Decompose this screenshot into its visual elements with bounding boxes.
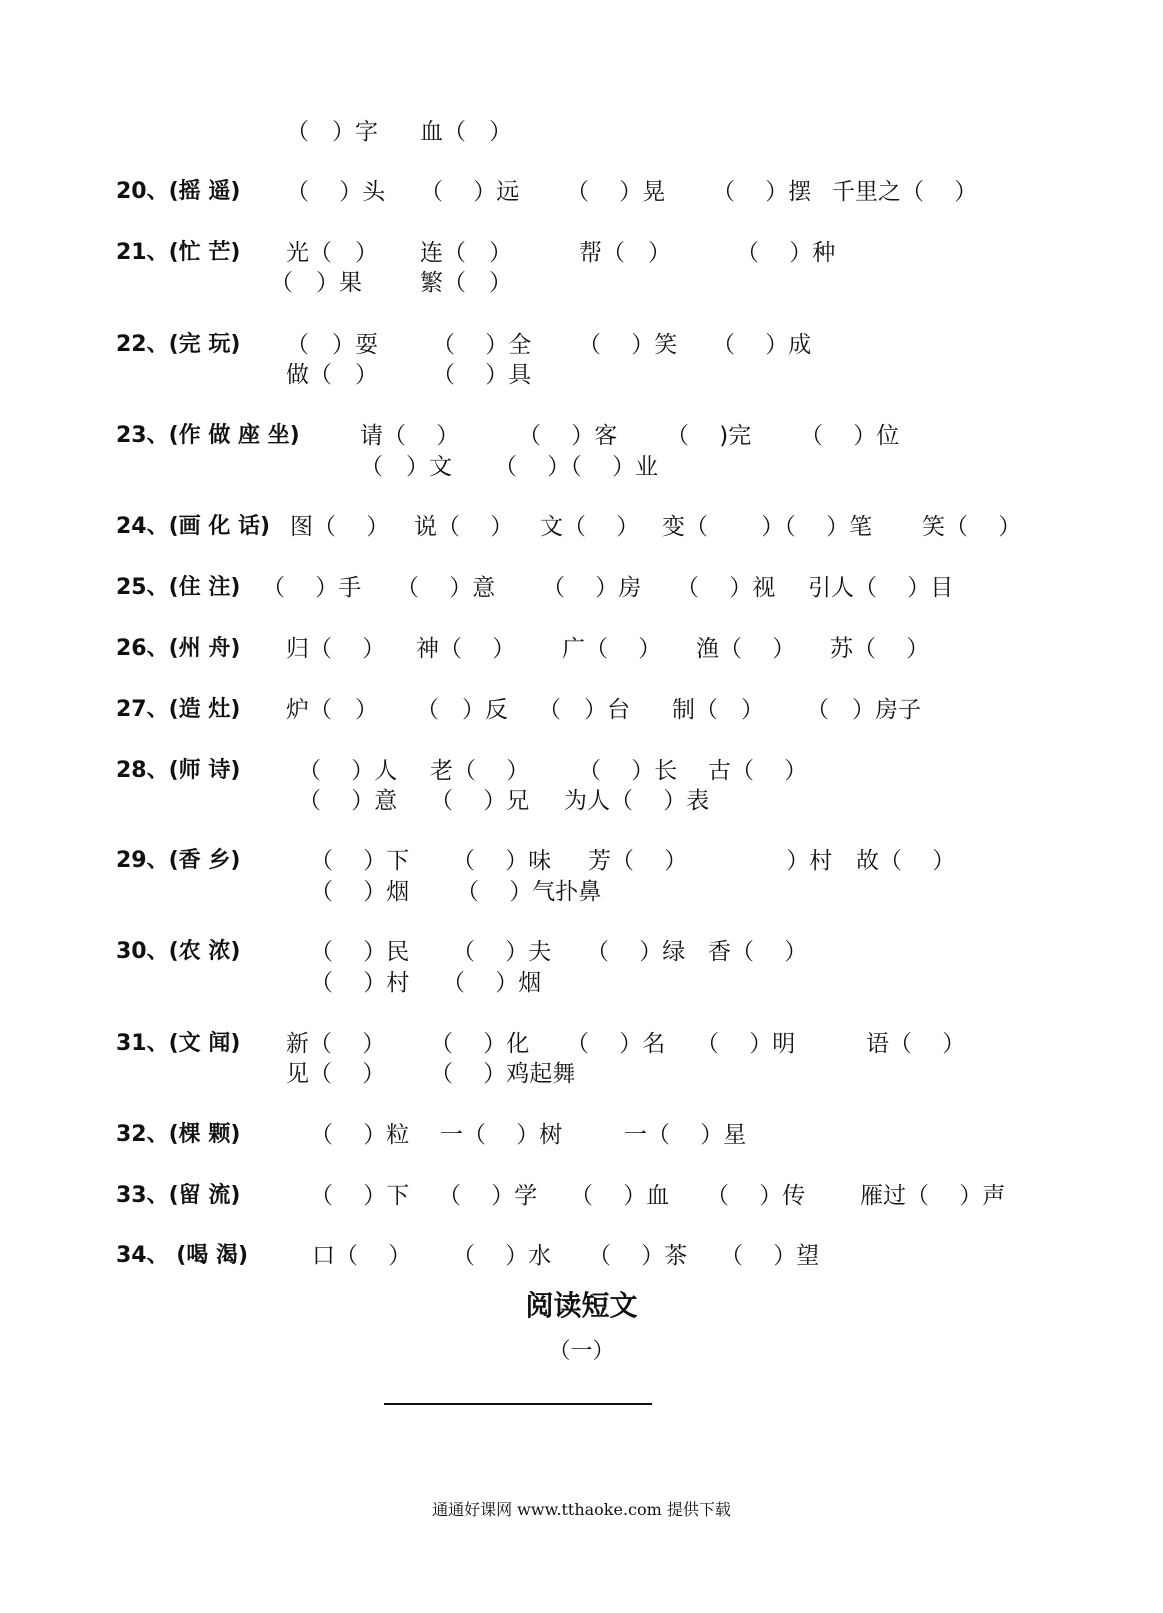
fill-blank-item: （ ）手 (262, 575, 362, 601)
exercise-line (0, 877, 1163, 917)
fill-blank-item: （ ）化 (430, 1031, 530, 1057)
exercise-label: 31、(文 闻) (116, 1031, 241, 1056)
exercise-label: 25、(住 注) (116, 575, 241, 600)
exercise-line (0, 268, 1163, 308)
exercise-line (0, 634, 1163, 674)
fill-blank-item: （ ）果 (270, 270, 362, 296)
fill-blank-item: （ ）位 (800, 423, 900, 449)
exercise-label: 29、(香 乡) (116, 848, 241, 873)
exercise-line (0, 117, 1163, 157)
exercise-label: 28、(师 诗) (116, 758, 241, 783)
fill-blank-item: （ )完 (666, 423, 752, 449)
fill-blank-item: 帮（ ） (579, 240, 671, 266)
exercise-label: 33、(留 流) (116, 1183, 241, 1208)
fill-blank-item: 雁过（ ）声 (860, 1183, 1006, 1209)
fill-blank-item: 制（ ） (672, 697, 764, 723)
fill-blank-item: （ ）绿 (586, 939, 686, 965)
fill-blank-item: 神（ ） (416, 636, 516, 662)
fill-blank-item: （ ）成 (712, 332, 812, 358)
exercise-label: 24、(画 化 话) (116, 514, 271, 539)
exercise-line (0, 695, 1163, 735)
fill-blank-item: 光（ ） (286, 240, 378, 266)
fill-blank-item: 血（ ） (420, 119, 512, 145)
fill-blank-item: 连（ ） (420, 240, 512, 266)
fill-blank-item: （ ）具 (432, 362, 532, 388)
fill-blank-item: （ ）摆 (712, 179, 812, 205)
fill-blank-item: （ ）兄 (430, 788, 530, 814)
fill-blank-item: （ ）味 (452, 848, 552, 874)
title-blank-line (384, 1403, 652, 1405)
exercise-label: 30、(农 浓) (116, 939, 241, 964)
fill-blank-item: （ ）学 (438, 1183, 538, 1209)
fill-blank-item: （ ）视 (676, 575, 776, 601)
exercise-label: 26、(州 舟) (116, 636, 241, 661)
fill-blank-item: （ ）茶 (588, 1243, 688, 1269)
fill-blank-item: 故（ ） (856, 848, 956, 874)
fill-blank-item: （ ）远 (420, 179, 520, 205)
fill-blank-item: （ ）字 (286, 119, 378, 145)
fill-blank-item: 文（ ） (540, 514, 640, 540)
fill-blank-item: （ ）长 (578, 758, 678, 784)
fill-blank-item: （ ）血 (570, 1183, 670, 1209)
fill-blank-item: （ ）传 (706, 1183, 806, 1209)
fill-blank-item: （ ）头 (286, 179, 386, 205)
fill-blank-item: （ ）房子 (806, 697, 921, 723)
fill-blank-item: （ ）种 (736, 240, 836, 266)
fill-blank-item: （ ）耍 (286, 332, 378, 358)
page-footer: 通通好课网 www.tthaoke.com 提供下载 (432, 1500, 731, 1519)
fill-blank-item: （ ）夫 (452, 939, 552, 965)
fill-blank-item: （ ）民 (310, 939, 410, 965)
exercise-line (0, 512, 1163, 552)
exercise-line (0, 968, 1163, 1008)
fill-blank-item: （ ）烟 (442, 970, 542, 996)
fill-blank-item: 繁（ ） (420, 270, 512, 296)
fill-blank-item: （ ）意 (396, 575, 496, 601)
fill-blank-item: （ ）下 (310, 848, 410, 874)
fill-blank-item: 请（ ） (360, 423, 460, 449)
fill-blank-item: 做（ ） (286, 362, 378, 388)
fill-blank-item: （ ）晃 (566, 179, 666, 205)
fill-blank-item: 炉（ ） (286, 697, 378, 723)
exercise-line (0, 1181, 1163, 1221)
fill-blank-item: （ ）全 (432, 332, 532, 358)
fill-blank-item: 古（ ） (708, 758, 808, 784)
fill-blank-item: 语（ ） (866, 1031, 966, 1057)
fill-blank-item: （ ）意 (298, 788, 398, 814)
exercise-label: 23、(作 做 座 坐) (116, 423, 300, 448)
fill-blank-item: 说（ ） (414, 514, 514, 540)
exercise-line (0, 786, 1163, 826)
exercise-line (0, 177, 1163, 217)
exercise-line (0, 1241, 1163, 1281)
fill-blank-item: （ ）客 (518, 423, 618, 449)
fill-blank-item: （ ）台 (538, 697, 630, 723)
fill-blank-item: （ ）水 (452, 1243, 552, 1269)
fill-blank-item: 归（ ） (286, 636, 386, 662)
section-subheading: （一） (548, 1339, 615, 1364)
fill-blank-item: （ ）村 (310, 970, 410, 996)
exercise-label: 22、(完 玩) (116, 332, 241, 357)
fill-blank-item: （ ）笑 (578, 332, 678, 358)
fill-blank-item: 一（ ）星 (624, 1122, 747, 1148)
section-heading: 阅读短文 (525, 1289, 638, 1322)
fill-blank-item: 笑（ ） (922, 514, 1022, 540)
fill-blank-item: 芳（ ） (588, 848, 688, 874)
fill-blank-item: 千里之（ ） (832, 179, 978, 205)
fill-blank-item: （ ）反 (416, 697, 508, 723)
exercise-line (0, 1120, 1163, 1160)
fill-blank-item: 渔（ ） (696, 636, 796, 662)
fill-blank-item: （ ）房 (542, 575, 642, 601)
fill-blank-item: 老（ ） (430, 758, 530, 784)
fill-blank-item: 变（ ）（ ）笔 (662, 514, 873, 540)
fill-blank-item: 引人（ ）目 (808, 575, 954, 601)
fill-blank-item: 新（ ） (286, 1031, 386, 1057)
fill-blank-item: 一（ ）树 (440, 1122, 563, 1148)
exercise-line (0, 452, 1163, 492)
fill-blank-item: （ ）人 (298, 758, 398, 784)
fill-blank-item: （ ）粒 (310, 1122, 410, 1148)
exercise-label: 32、(棵 颗) (116, 1122, 241, 1147)
exercise-line (0, 360, 1163, 400)
fill-blank-item: 图（ ） (290, 514, 390, 540)
fill-blank-item: （ ）名 (566, 1031, 666, 1057)
fill-blank-item: （ ）下 (310, 1183, 410, 1209)
fill-blank-item: 为人（ ）表 (564, 788, 710, 814)
fill-blank-item: 香（ ） (708, 939, 808, 965)
fill-blank-item: （ ）鸡起舞 (430, 1061, 576, 1087)
exercise-label: 20、(摇 遥) (116, 179, 241, 204)
fill-blank-item: 口（ ） (312, 1243, 412, 1269)
fill-blank-item: （ ）望 (720, 1243, 820, 1269)
fill-blank-item: ）村 (756, 848, 833, 874)
fill-blank-item: 见（ ） (286, 1061, 386, 1087)
fill-blank-item: （ ）气扑鼻 (456, 879, 602, 905)
exercise-label: 21、(忙 芒) (116, 240, 241, 265)
exercise-line (0, 573, 1163, 613)
exercise-line (0, 1059, 1163, 1099)
exercise-label: 27、(造 灶) (116, 697, 241, 722)
fill-blank-item: 苏（ ） (830, 636, 930, 662)
fill-blank-item: （ ）明 (696, 1031, 796, 1057)
fill-blank-item: （ ）（ ）业 (494, 454, 659, 480)
fill-blank-item: （ ）烟 (310, 879, 410, 905)
exercise-label: 34、 (喝 渴) (116, 1243, 249, 1268)
fill-blank-item: （ ）文 (360, 454, 452, 480)
fill-blank-item: 广（ ） (562, 636, 662, 662)
